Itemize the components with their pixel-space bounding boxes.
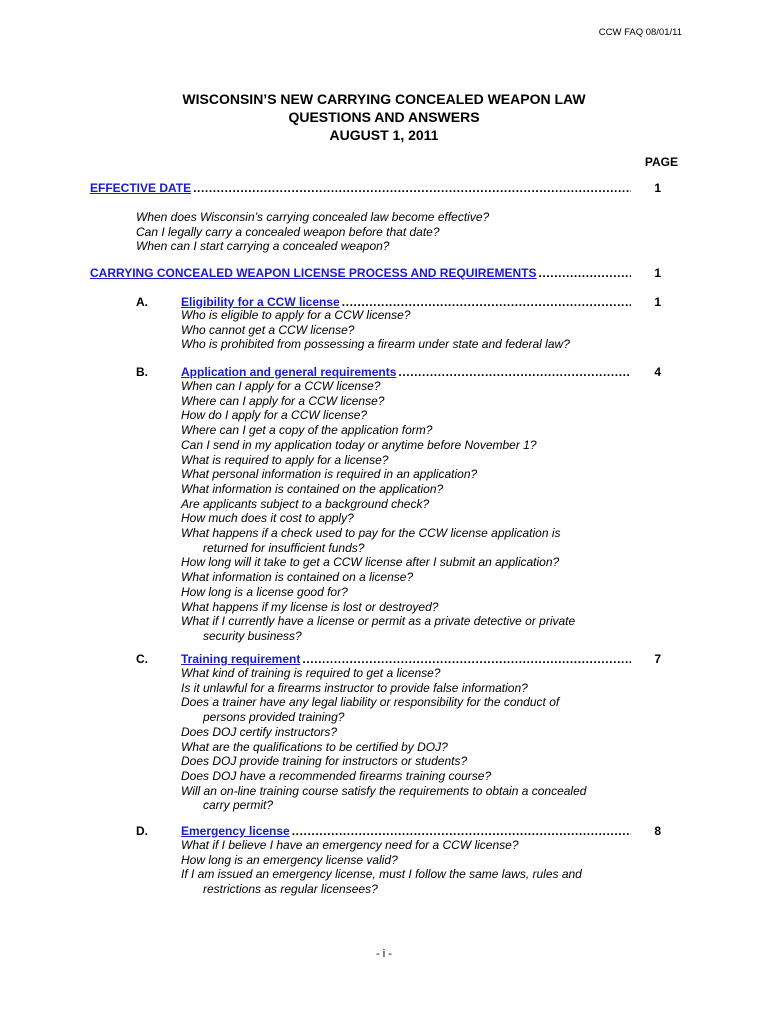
toc-entry-license-process (90, 266, 631, 280)
list-item: Are applicants subject to a background check? (181, 496, 430, 511)
list-item: What is required to apply for a license? (181, 452, 389, 467)
effective-date-link[interactable]: EFFECTIVE DATE (90, 181, 192, 195)
document-id: CCW FAQ 08/01/11 (598, 27, 682, 38)
list-item: What if I currently have a license or permit as a private detective or private security business? (181, 614, 576, 643)
list-item: How long will it take to get a CCW license after I submit an application? (181, 555, 560, 570)
list-item: How do I apply for a CCW license? (181, 408, 368, 423)
section-letter: A. (136, 295, 148, 309)
list-item: If I am issued an emergency license, must I follow the same laws, rules and restrictions as regular licensees? (181, 867, 582, 897)
page-number: 1 (654, 181, 661, 195)
application-requirements-link[interactable]: Application and general requirements (181, 365, 397, 379)
emergency-license-link[interactable]: Emergency license (181, 824, 290, 838)
document-title (0, 90, 768, 144)
eligibility-link[interactable]: Eligibility for a CCW license (181, 295, 340, 309)
list-item: Can I legally carry a concealed weapon before that date? (136, 224, 440, 239)
list-item: What personal information is required in an application? (181, 467, 478, 482)
list-item: Does DOJ certify instructors? (181, 724, 338, 739)
section-letter: B. (136, 365, 148, 379)
page-number: 4 (654, 365, 661, 379)
toc-entry-section-a (181, 295, 631, 309)
toc-entry-section-d (181, 824, 631, 838)
list-item: Will an on-line training course satisfy the requirements to obtain a concealed carry permit? (181, 783, 587, 813)
list-item: What happens if a check used to pay for the CCW license application is returned for insufficient funds? (181, 526, 561, 555)
section-letter: C. (136, 652, 148, 666)
dot-leader (398, 365, 631, 379)
page-number: 1 (654, 266, 661, 280)
list-item: What happens if my license is lost or destroyed? (181, 599, 439, 614)
title-line-2: QUESTIONS AND ANSWERS (288, 109, 480, 125)
page-number: 7 (654, 652, 661, 666)
list-item: Where can I apply for a CCW license? (181, 393, 385, 408)
list-item: What kind of training is required to get a license? (181, 666, 441, 680)
list-item: What are the qualifications to be certified by DOJ? (181, 739, 448, 754)
dot-leader (193, 181, 631, 195)
section-letter: D. (136, 824, 148, 838)
list-item: When can I apply for a CCW license? (181, 379, 381, 393)
toc-entry-section-c (181, 652, 631, 666)
list-item: Who is eligible to apply for a CCW license? (181, 308, 411, 322)
list-item: What if I believe I have an emergency need for a CCW license? (181, 838, 519, 852)
list-item: When does Wisconsin’s carrying concealed law become effective? (136, 210, 490, 224)
dot-leader (302, 652, 631, 666)
section-b-questions (181, 379, 575, 644)
toc-entry-section-b (181, 365, 631, 379)
dot-leader (292, 824, 631, 838)
effective-date-questions (136, 210, 489, 254)
list-item: Does DOJ have a recommended firearms training course? (181, 768, 492, 783)
list-item: How long is a license good for? (181, 584, 348, 599)
page-footer: - i - (376, 948, 392, 960)
title-line-1: WISCONSIN’S NEW CARRYING CONCEALED WEAPON LAW (182, 91, 586, 107)
list-item: What information is contained on a license? (181, 570, 414, 585)
page-column-header: PAGE (644, 155, 678, 169)
list-item: Does DOJ provide training for instructors or students? (181, 754, 468, 769)
list-item: Where can I get a copy of the application form? (181, 423, 433, 438)
toc-entry-effective-date (90, 181, 631, 195)
section-a-questions (181, 308, 570, 352)
section-c-questions (181, 666, 586, 813)
list-item: Can I send in my application today or anytime before November 1? (181, 437, 537, 452)
list-item: Who is prohibited from possessing a firearm under state and federal law? (181, 337, 570, 352)
page-number: 1 (654, 295, 661, 309)
list-item: How much does it cost to apply? (181, 511, 354, 526)
list-item: Is it unlawful for a firearms instructor to provide false information? (181, 680, 528, 695)
dot-leader (342, 295, 631, 309)
training-requirement-link[interactable]: Training requirement (181, 652, 301, 666)
list-item: Does a trainer have any legal liability or responsibility for the conduct of persons provided training? (181, 695, 560, 725)
list-item: Who cannot get a CCW license? (181, 322, 355, 337)
section-d-questions (181, 838, 582, 897)
page-number: 8 (654, 824, 661, 838)
list-item: When can I start carrying a concealed weapon? (136, 239, 390, 254)
license-process-link[interactable]: CARRYING CONCEALED WEAPON LICENSE PROCESS AND REQUIREMENTS (90, 266, 537, 280)
list-item: What information is contained on the application? (181, 481, 444, 496)
dot-leader (538, 266, 631, 280)
title-line-3: AUGUST 1, 2011 (329, 127, 439, 143)
list-item: How long is an emergency license valid? (181, 852, 398, 867)
